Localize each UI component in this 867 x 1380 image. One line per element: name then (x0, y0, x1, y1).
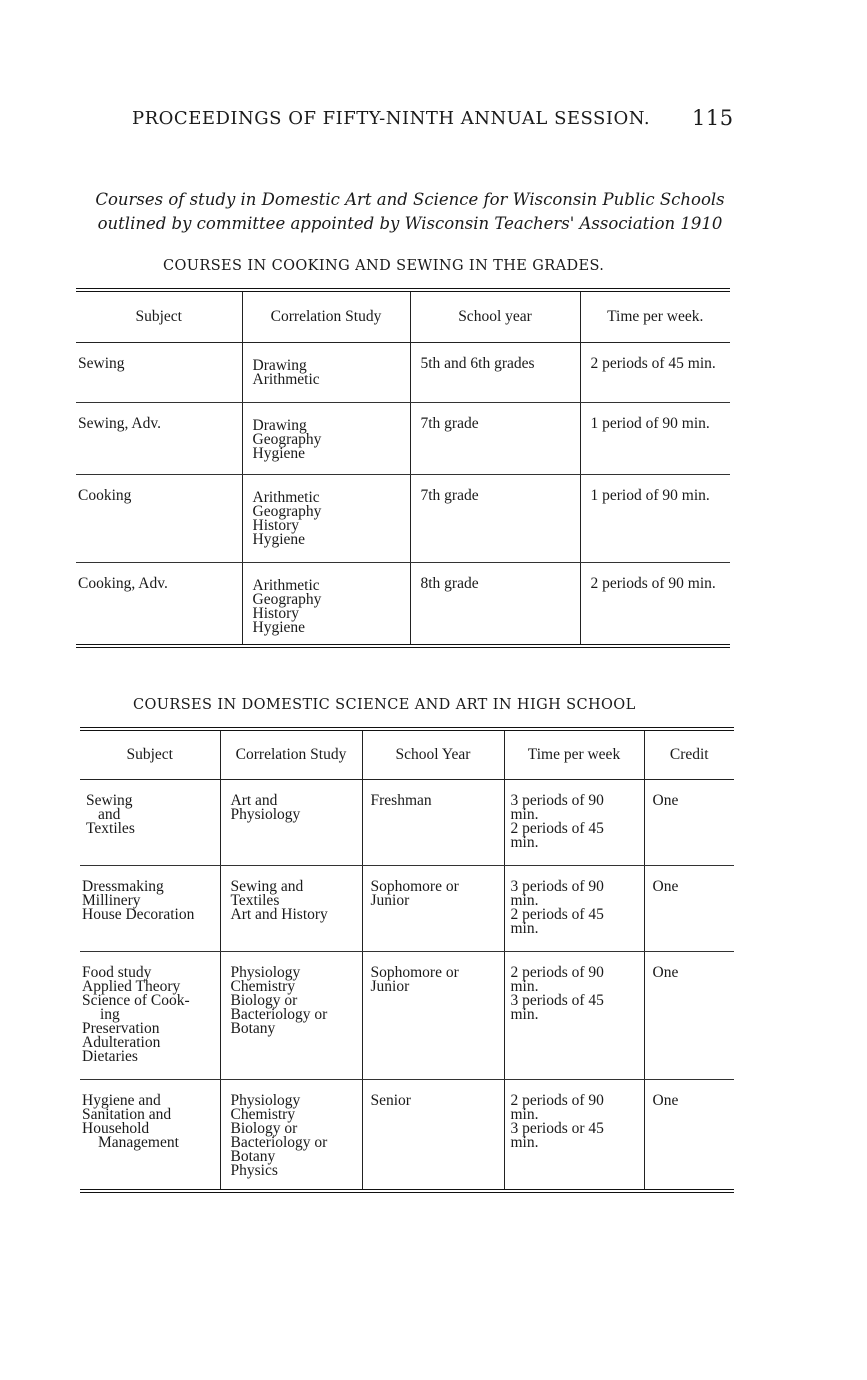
time-cell-line: min. (510, 1005, 539, 1023)
subject-cell-line: Sewing (78, 354, 125, 372)
school-year-cell-line: Junior (370, 891, 410, 909)
time-cell-line: 2 periods of 45 min. (590, 354, 716, 372)
school-year-cell-line: Senior (370, 1091, 411, 1109)
subject-cell-line: ing (100, 1005, 120, 1023)
credit-cell: One (644, 1079, 734, 1191)
correlation-cell (242, 474, 410, 562)
correlation-cell (242, 342, 410, 402)
correlation-cell-line: Bacteriology or (230, 1005, 328, 1023)
subject-cell-line: Preservation (82, 1019, 160, 1037)
correlation-cell-line: Botany (230, 1019, 276, 1037)
table-row (80, 951, 734, 1079)
time-cell-line: min. (510, 1133, 539, 1151)
correlation-cell (220, 779, 362, 865)
time-cell-line: 3 periods or 45 (510, 1119, 604, 1137)
correlation-cell-line: Hygiene (252, 618, 306, 636)
table-row (76, 562, 730, 646)
correlation-cell (220, 865, 362, 951)
correlation-cell (242, 562, 410, 646)
correlation-cell-line: Bacteriology or (230, 1133, 328, 1151)
correlation-cell-line: Art and (230, 791, 278, 809)
time-cell (580, 342, 730, 402)
school-year-cell-line: 5th and 6th grades (420, 354, 535, 372)
time-cell-line: min. (510, 919, 539, 937)
correlation-cell-line: Chemistry (230, 1105, 296, 1123)
subject-cell-line: Sewing (86, 791, 133, 809)
table-row (80, 779, 734, 865)
correlation-cell-line: Geography (252, 502, 322, 520)
time-cell-line: 2 periods of 45 (510, 905, 604, 923)
table1-header-school-year: School year (410, 290, 580, 342)
page-number: 115 (692, 106, 734, 130)
subject-cell-line: Science of Cook- (82, 991, 190, 1009)
caption-line-1: Courses of study in Domestic Art and Science for Wisconsin Public Schools (95, 190, 725, 209)
subject-cell (76, 562, 242, 646)
school-year-cell-line: Sophomore or (370, 963, 459, 981)
table2-header-correlation: Correlation Study (220, 729, 362, 779)
subject-cell-line: Management (98, 1133, 179, 1151)
school-year-cell-line: 8th grade (420, 574, 479, 592)
time-cell (504, 1079, 644, 1191)
school-year-cell (362, 779, 504, 865)
table1-title: COURSES IN COOKING AND SEWING IN THE GRADES. (163, 258, 605, 274)
time-cell-line: 2 periods of 45 (510, 819, 604, 837)
subject-cell-line: Food study (82, 963, 152, 981)
school-year-cell-line: 7th grade (420, 486, 479, 504)
correlation-cell (220, 951, 362, 1079)
correlation-cell-line: Chemistry (230, 977, 296, 995)
time-cell-line: 2 periods of 90 (510, 963, 604, 981)
correlation-cell-line: Geography (252, 590, 322, 608)
correlation-cell-line: History (252, 604, 299, 622)
caption-line-2: outlined by committee appointed by Wisconsin Teachers' Association 1910 (97, 214, 723, 233)
correlation-cell-line: History (252, 516, 299, 534)
correlation-cell (220, 1079, 362, 1191)
subject-cell-line: Adulteration (82, 1033, 161, 1051)
school-year-cell (410, 402, 580, 474)
time-cell (580, 562, 730, 646)
school-year-cell (410, 474, 580, 562)
correlation-cell-line: Biology or (230, 1119, 298, 1137)
correlation-cell-line: Arithmetic (252, 370, 320, 388)
subject-cell-line: Dressmaking (82, 877, 164, 895)
table2-header-subject: Subject (80, 729, 220, 779)
credit-cell: One (644, 779, 734, 865)
time-cell-line: 3 periods of 90 (510, 791, 604, 809)
correlation-cell-line: Arithmetic (252, 576, 320, 594)
time-cell-line: min. (510, 1105, 539, 1123)
school-year-cell-line: Freshman (370, 791, 432, 809)
table2-header-time: Time per week (504, 729, 644, 779)
time-cell (504, 779, 644, 865)
subject-cell-line: Sanitation and (82, 1105, 172, 1123)
correlation-cell-line: Physiology (230, 1091, 301, 1109)
correlation-cell-line: Geography (252, 430, 322, 448)
correlation-cell-line: Biology or (230, 991, 298, 1009)
correlation-cell-line: Arithmetic (252, 488, 320, 506)
time-cell (504, 951, 644, 1079)
credit-cell: One (644, 951, 734, 1079)
school-year-cell-line: Sophomore or (370, 877, 459, 895)
time-cell (504, 865, 644, 951)
subject-cell-line: Household (82, 1119, 150, 1137)
time-cell (580, 402, 730, 474)
time-cell-line: 3 periods of 90 (510, 877, 604, 895)
school-year-cell (362, 1079, 504, 1191)
time-cell-line: 3 periods of 45 (510, 991, 604, 1009)
subject-cell-line: House Decoration (82, 905, 195, 923)
time-cell-line: min. (510, 977, 539, 995)
subject-cell-line: Sewing, Adv. (78, 414, 161, 432)
subject-cell-line: Hygiene and (82, 1091, 161, 1109)
correlation-cell-line: Physiology (230, 805, 301, 823)
school-year-cell (362, 865, 504, 951)
table-row (76, 402, 730, 474)
table1-header-subject: Subject (76, 290, 242, 342)
subject-cell-line: Cooking (78, 486, 132, 504)
time-cell-line: min. (510, 833, 539, 851)
school-year-cell-line: 7th grade (420, 414, 479, 432)
subject-cell (76, 402, 242, 474)
table1-header-correlation: Correlation Study (242, 290, 410, 342)
time-cell-line: 2 periods of 90 (510, 1091, 604, 1109)
correlation-cell-line: Hygiene (252, 530, 306, 548)
subject-cell-line: Applied Theory (82, 977, 181, 995)
correlation-cell-line: Textiles (230, 891, 280, 909)
subject-cell (80, 779, 220, 865)
correlation-cell-line: Physics (230, 1161, 278, 1179)
time-cell-line: min. (510, 891, 539, 909)
correlation-cell-line: Sewing and (230, 877, 304, 895)
school-year-cell (410, 342, 580, 402)
school-year-cell (362, 951, 504, 1079)
time-cell-line: 1 period of 90 min. (590, 486, 710, 504)
subject-cell-line: Dietaries (82, 1047, 138, 1065)
correlation-cell-line: Drawing (252, 416, 307, 434)
credit-cell: One (644, 865, 734, 951)
time-cell-line: 2 periods of 90 min. (590, 574, 716, 592)
correlation-cell-line: Botany (230, 1147, 276, 1165)
table-row (76, 342, 730, 402)
time-cell (580, 474, 730, 562)
subject-cell (76, 342, 242, 402)
correlation-cell (242, 402, 410, 474)
table-row (76, 474, 730, 562)
table2-header-school-year: School Year (362, 729, 504, 779)
grades-courses-table (76, 288, 730, 648)
subject-cell (80, 865, 220, 951)
subject-cell-line: Textiles (86, 819, 135, 837)
correlation-cell-line: Physiology (230, 963, 301, 981)
table-caption (60, 188, 760, 236)
school-year-cell (410, 562, 580, 646)
table-row (80, 1079, 734, 1191)
running-head (132, 108, 732, 129)
subject-cell-line: Cooking, Adv. (78, 574, 168, 592)
time-cell-line: 1 period of 90 min. (590, 414, 710, 432)
table1-header-time: Time per week. (580, 290, 730, 342)
subject-cell-line: and (98, 805, 121, 823)
subject-cell (76, 474, 242, 562)
subject-cell (80, 951, 220, 1079)
table2-title: COURSES IN DOMESTIC SCIENCE AND ART IN HIGH SCHOOL (133, 697, 636, 713)
high-school-courses-table (80, 727, 734, 1193)
correlation-cell-line: Art and History (230, 905, 328, 923)
table2-header-credit: Credit (644, 729, 734, 779)
subject-cell (80, 1079, 220, 1191)
correlation-cell-line: Hygiene (252, 444, 306, 462)
table-row (80, 865, 734, 951)
school-year-cell-line: Junior (370, 977, 410, 995)
correlation-cell-line: Drawing (252, 356, 307, 374)
time-cell-line: min. (510, 805, 539, 823)
running-head-title: PROCEEDINGS OF FIFTY-NINTH ANNUAL SESSION. (132, 108, 651, 129)
subject-cell-line: Millinery (82, 891, 141, 909)
